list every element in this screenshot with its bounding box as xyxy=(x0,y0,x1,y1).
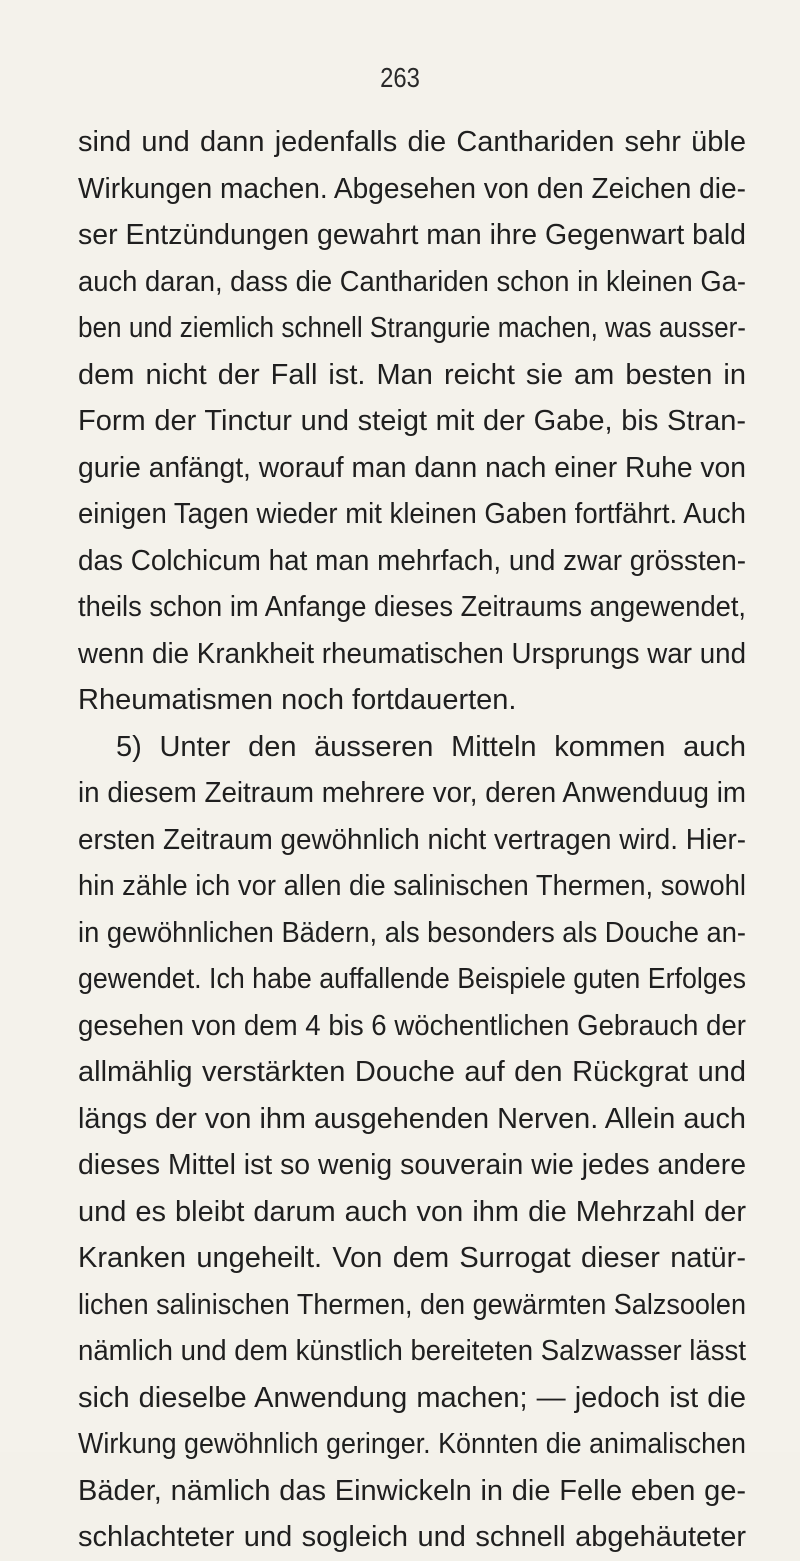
text-line: dieses Mittel ist so wenig souverain wie jedes andere xyxy=(78,1149,746,1181)
text-line: Wirkungen machen. Abgesehen von den Zeichen die- xyxy=(78,172,746,205)
text-line: Bäder, nämlich das Einwickeln in die Felle eben ge- xyxy=(78,1474,746,1507)
text-line: sind und dann jedenfalls die Canthariden sehr üble xyxy=(78,126,746,158)
text-line: und es bleibt darum auch von ihm die Mehrzahl der xyxy=(78,1195,746,1228)
text-line: wenn die Krankheit rheumatischen Ursprungs war und xyxy=(78,637,746,670)
body-text xyxy=(78,119,746,1561)
text-line: nämlich und dem künstlich bereiteten Salzwasser lässt xyxy=(78,1335,746,1367)
text-line: auch daran, dass die Canthariden schon in kleinen Ga- xyxy=(78,265,746,298)
text-line: hin zähle ich vor allen die salinischen Thermen, sowohl xyxy=(78,870,746,902)
text-line: ser Entzündungen gewahrt man ihre Gegenwart bald xyxy=(78,219,746,251)
text-line: in diesem Zeitraum mehrere vor, deren Anwenduug im xyxy=(78,777,746,809)
text-line: ersten Zeitraum gewöhnlich nicht vertragen wird. Hier- xyxy=(78,823,746,856)
paragraph-start-line: 5) Unter den äusseren Mitteln kommen auch xyxy=(116,730,746,763)
text-line: Kranken ungeheilt. Von dem Surrogat dieser natür- xyxy=(78,1242,746,1274)
page-number: 263 xyxy=(380,62,420,93)
text-line: einigen Tagen wieder mit kleinen Gaben fortfährt. Auch xyxy=(78,498,746,530)
text-line: gurie anfängt, worauf man dann nach einer Ruhe von xyxy=(78,451,746,484)
text-line: längs der von ihm ausgehenden Nerven. Allein auch xyxy=(78,1102,746,1135)
text-line: Wirkung gewöhnlich geringer. Könnten die animalischen xyxy=(78,1428,746,1460)
text-line: in gewöhnlichen Bädern, als besonders als Douche an- xyxy=(78,916,746,949)
text-line: gesehen von dem 4 bis 6 wöchentlichen Gebrauch der xyxy=(78,1009,746,1042)
text-line: theils schon im Anfange dieses Zeitraums angewendet, xyxy=(78,591,746,623)
text-line: gewendet. Ich habe auffallende Beispiele guten Erfolges xyxy=(78,963,746,995)
text-line: Form der Tinctur und steigt mit der Gabe, bis Stran- xyxy=(78,405,746,437)
text-line: ben und ziemlich schnell Strangurie machen, was ausser- xyxy=(78,312,746,344)
text-line: dem nicht der Fall ist. Man reicht sie am besten in xyxy=(78,358,746,391)
text-line: sich dieselbe Anwendung machen; — jedoch ist die xyxy=(78,1381,746,1414)
text-line: lichen salinischen Thermen, den gewärmten Salzsoolen xyxy=(78,1288,746,1321)
paragraph-end-line: Rheumatismen noch fortdauerten. xyxy=(78,684,517,716)
text-line: allmählig verstärkten Douche auf den Rückgrat und xyxy=(78,1056,746,1088)
text-line: das Colchicum hat man mehrfach, und zwar grössten- xyxy=(78,544,746,577)
text-line: schlachteter und sogleich und schnell abgehäuteter xyxy=(78,1521,746,1553)
